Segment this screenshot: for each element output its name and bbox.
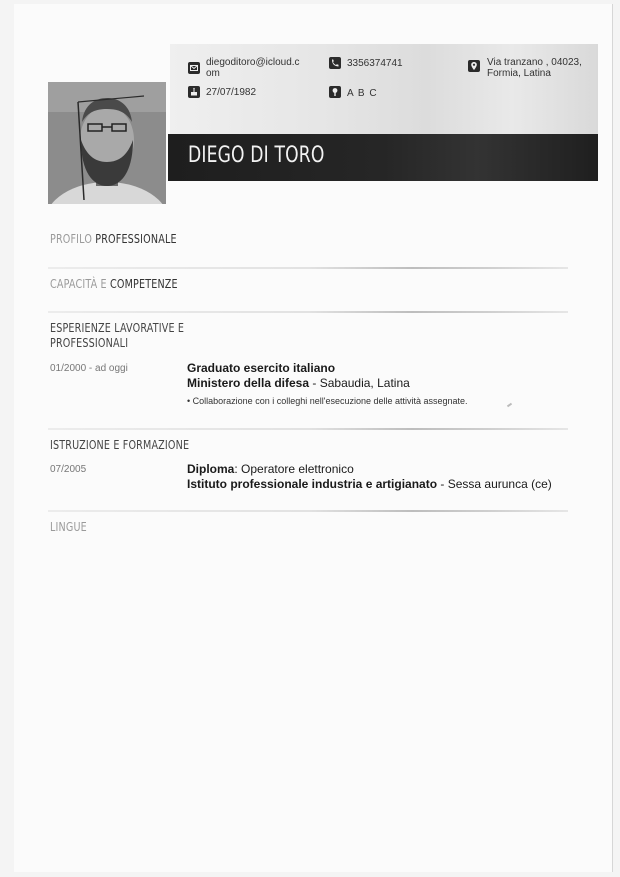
profile-title-light: PROFILO — [50, 232, 96, 246]
driving-license-text: A B C — [347, 88, 378, 99]
experience-bullet: • Collaborazione con i colleghi nell'esecuzione delle attività assegnate. — [187, 396, 468, 406]
birthdate-text: 27/07/1982 — [206, 87, 257, 98]
experience-employer-line — [187, 376, 410, 390]
name-banner — [168, 134, 598, 181]
birthday-cake-icon — [188, 86, 200, 98]
skills-title-light: CAPACITÀ E — [50, 277, 110, 291]
education-school-line — [187, 477, 552, 491]
address-text: Via tranzano , 04023, — [487, 57, 582, 68]
education-degree-value: : Operatore elettronico — [234, 462, 354, 476]
profile-photo — [48, 82, 166, 204]
phone-icon — [329, 57, 341, 69]
section-divider — [48, 267, 568, 269]
email-text-continued: om — [206, 68, 220, 79]
skills-section-title — [50, 277, 178, 291]
phone-text: 3356374741 — [347, 58, 403, 69]
education-degree-line — [187, 462, 354, 476]
email-text: diegoditoro@icloud.c — [206, 57, 300, 68]
email-icon — [188, 62, 200, 74]
full-name: DIEGO DI TORO — [188, 143, 325, 168]
skills-title-dark: COMPETENZE — [110, 277, 178, 291]
experience-location: - Sabaudia, Latina — [309, 376, 410, 390]
address-text-continued: Formia, Latina — [487, 68, 551, 79]
experience-section-title-line2: PROFESSIONALI — [50, 336, 129, 350]
education-date: 07/2005 — [50, 464, 87, 475]
section-divider — [48, 428, 568, 430]
experience-section-title-line1: ESPERIENZE LAVORATIVE E — [50, 321, 185, 335]
education-location: - Sessa aurunca (ce) — [437, 477, 552, 491]
driving-license-icon — [329, 86, 341, 98]
section-divider — [48, 510, 568, 512]
education-school: Istituto professionale industria e artigianato — [187, 477, 438, 491]
experience-role: Graduato esercito italiano — [187, 361, 336, 375]
location-pin-icon — [468, 60, 480, 72]
languages-section-title: LINGUE — [50, 520, 87, 534]
profile-section-title — [50, 232, 177, 246]
section-divider — [48, 311, 568, 313]
experience-date: 01/2000 - ad oggi — [50, 363, 128, 374]
education-degree-label: Diploma — [187, 462, 235, 476]
profile-title-dark: PROFESSIONALE — [95, 232, 177, 246]
education-section-title: ISTRUZIONE E FORMAZIONE — [50, 438, 190, 452]
experience-employer: Ministero della difesa — [187, 376, 310, 390]
